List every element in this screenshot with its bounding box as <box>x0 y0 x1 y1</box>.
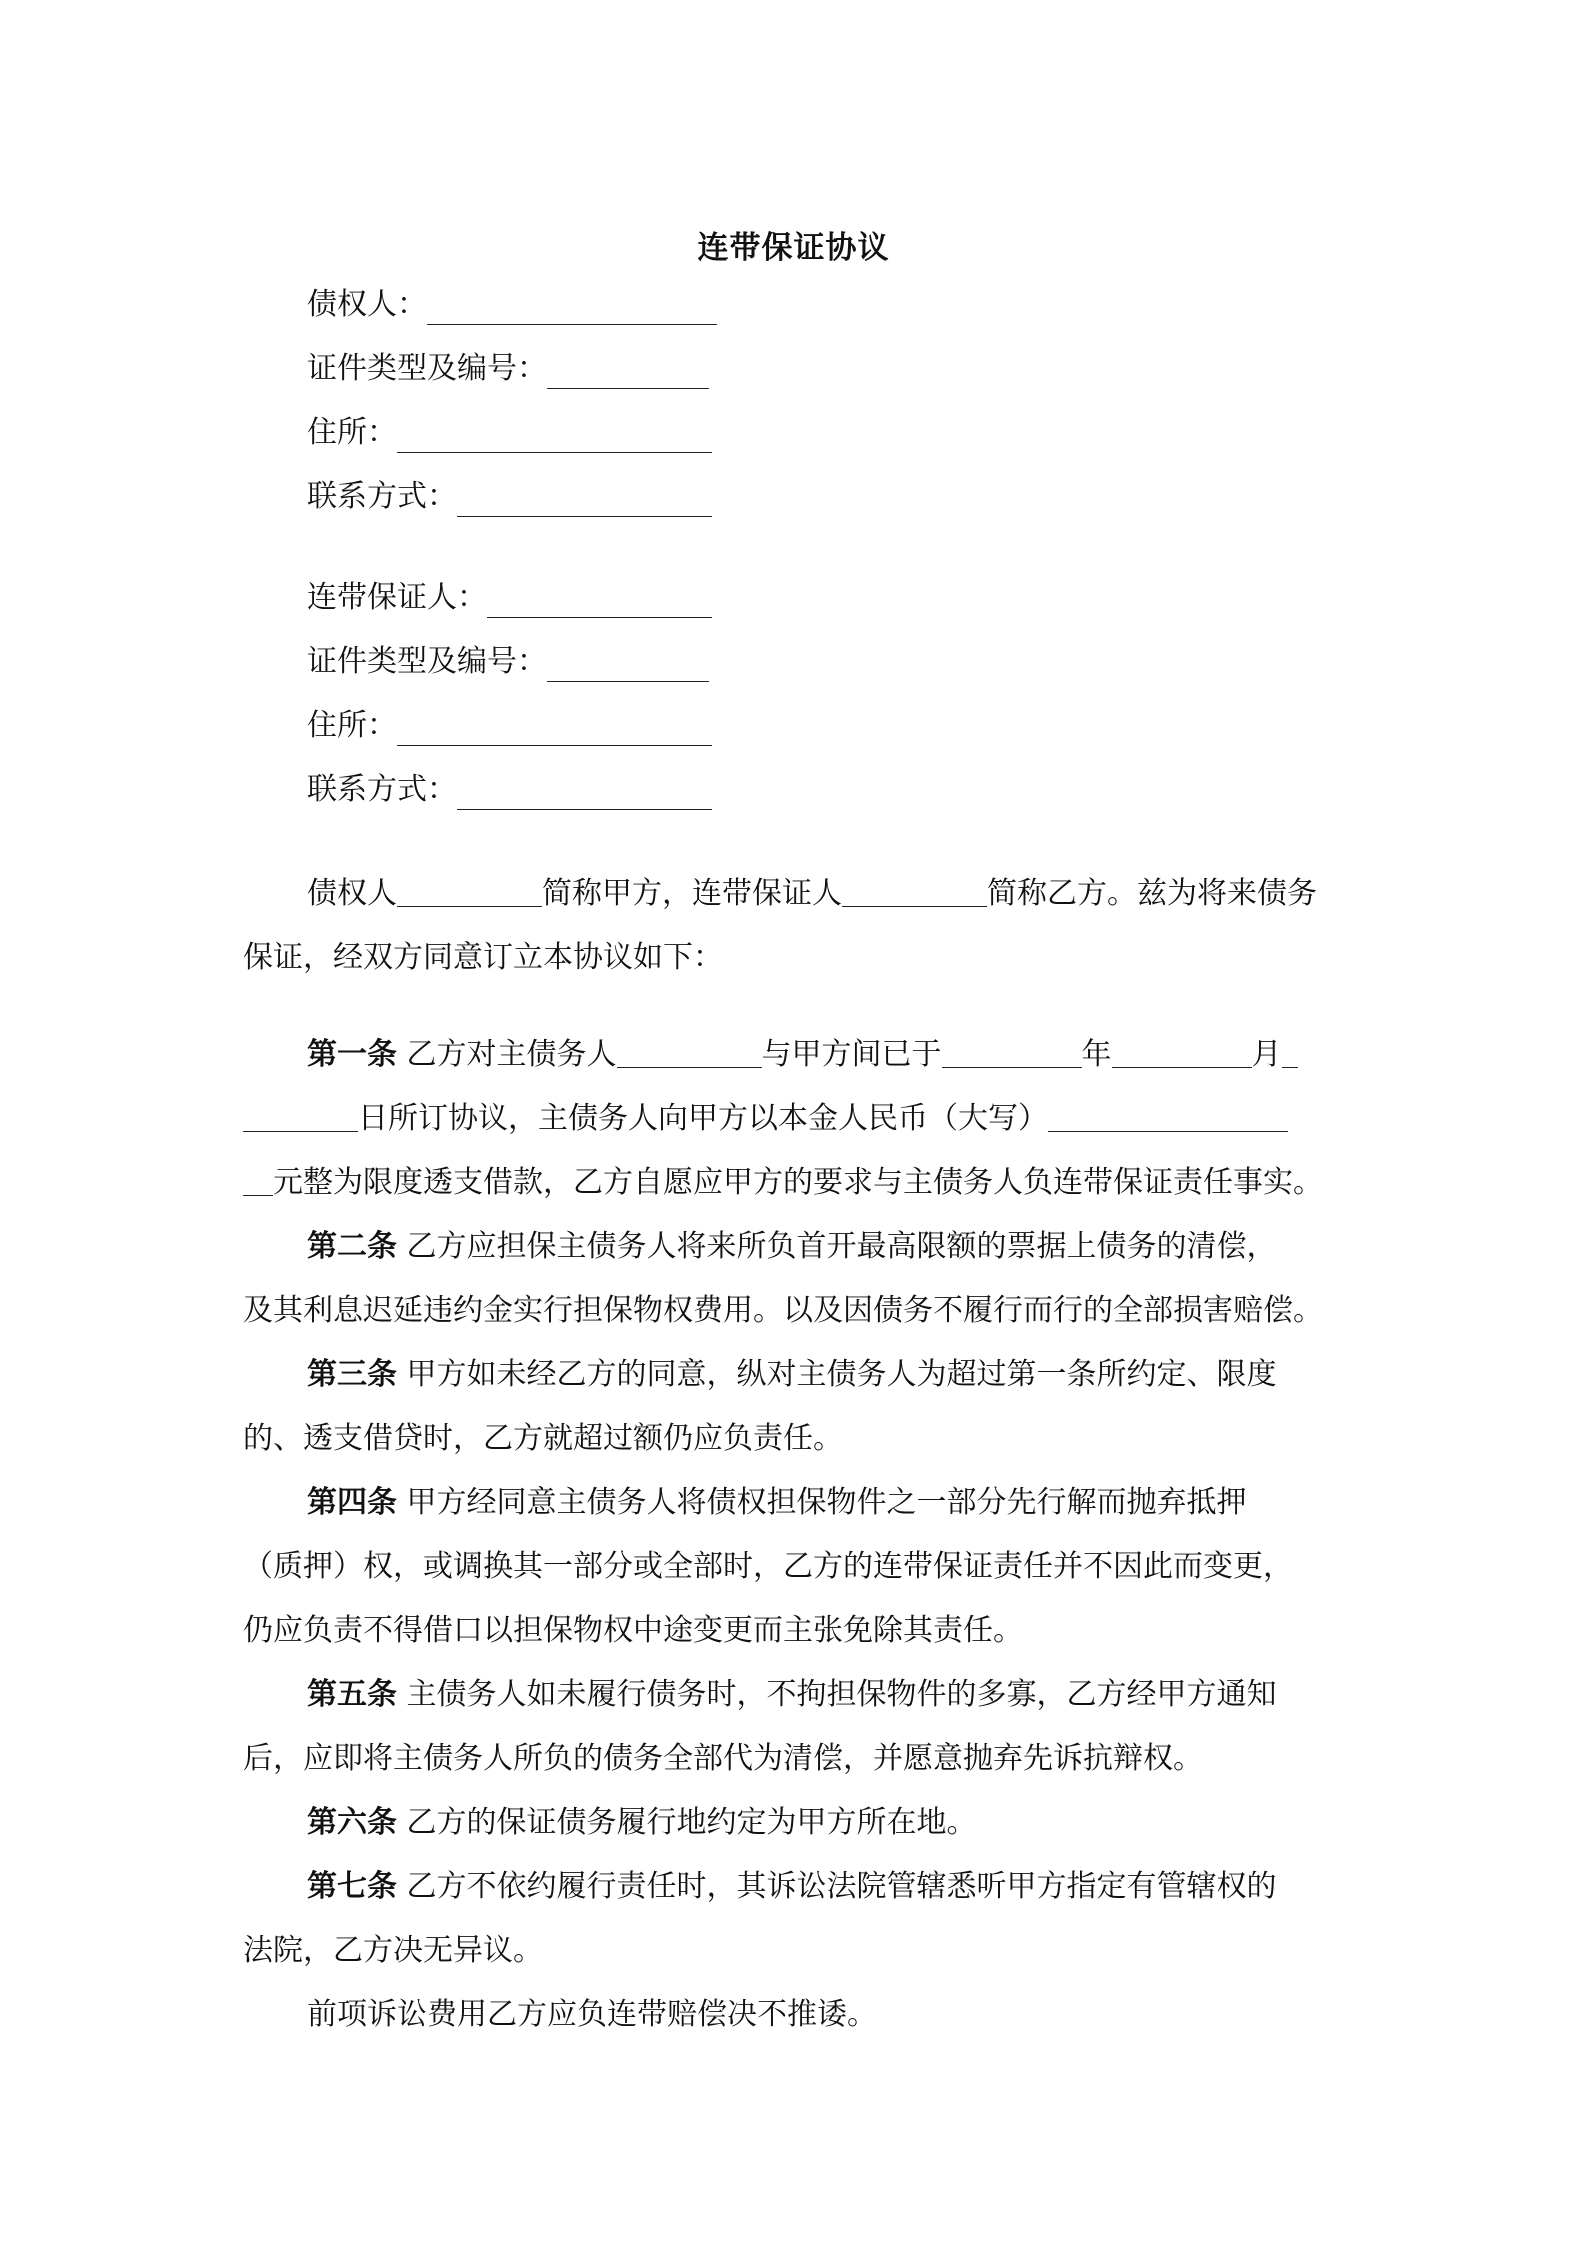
creditor-address-label: 住所： <box>307 415 397 450</box>
guarantor-address-blank[interactable] <box>397 712 712 746</box>
article-7-heading: 第七条 <box>307 1869 397 1904</box>
creditor-name-field <box>307 285 717 325</box>
article-6-line-1: 乙方的保证债务履行地约定为甲方所在地。 <box>406 1805 977 1840</box>
article-3-line-1: 甲方如未经乙方的同意，纵对主债务人为超过第一条所约定、限度 <box>406 1357 1277 1392</box>
article-4-line-3: 仍应负责不得借口以担保物权中途变更而主张免除其责任。 <box>243 1613 1023 1648</box>
article-4-heading: 第四条 <box>307 1485 397 1520</box>
article-1-text-4: 月 <box>1251 1037 1282 1072</box>
guarantor-contact-field <box>307 770 712 810</box>
article-4 <box>243 1471 1348 1663</box>
article-1-text-3: 年 <box>1081 1037 1112 1072</box>
creditor-name-label: 债权人： <box>307 287 427 322</box>
guarantor-name-blank[interactable] <box>487 584 712 618</box>
article-1-heading: 第一条 <box>307 1037 397 1072</box>
article-5-line-2: 后，应即将主债务人所负的债务全部代为清偿，并愿意抛弃先诉抗辩权。 <box>243 1741 1203 1776</box>
creditor-id-label: 证件类型及编号： <box>307 351 547 386</box>
intro-paragraph <box>243 862 1348 990</box>
article-2-heading: 第二条 <box>307 1229 397 1264</box>
article-5-heading: 第五条 <box>307 1677 397 1712</box>
article-6 <box>243 1791 1348 1855</box>
article-6-heading: 第六条 <box>307 1805 397 1840</box>
day-blank[interactable] <box>243 1101 358 1132</box>
guarantor-id-label: 证件类型及编号： <box>307 644 547 679</box>
article-3-line-2: 的、透支借贷时，乙方就超过额仍应负责任。 <box>243 1421 843 1456</box>
guarantor-contact-blank[interactable] <box>457 776 712 810</box>
article-4-line-1: 甲方经同意主债务人将债权担保物件之一部分先行解而抛弃抵押 <box>406 1485 1247 1520</box>
article-1-text-1: 乙方对主债务人 <box>406 1037 617 1072</box>
intro-text-4: 保证，经双方同意订立本协议如下： <box>243 940 723 975</box>
guarantor-address-field <box>307 706 712 746</box>
intro-text-2: 简称甲方，连带保证人 <box>542 876 842 911</box>
article-1-text-6: 元整为限度透支借款，乙方自愿应甲方的要求与主债务人负连带保证责任事实。 <box>273 1165 1323 1200</box>
creditor-contact-blank[interactable] <box>457 483 712 517</box>
creditor-blank[interactable] <box>397 876 542 907</box>
creditor-id-blank[interactable] <box>547 355 709 389</box>
guarantor-contact-label: 联系方式： <box>307 772 457 807</box>
article-2 <box>243 1215 1348 1343</box>
creditor-id-field <box>307 349 709 389</box>
guarantor-blank[interactable] <box>842 876 987 907</box>
month-blank[interactable] <box>1112 1037 1252 1068</box>
guarantor-name-field <box>307 578 712 618</box>
article-7-line-2: 法院，乙方决无异议。 <box>243 1933 543 1968</box>
creditor-contact-field <box>307 477 712 517</box>
article-1-text-2: 与甲方间已于 <box>761 1037 942 1072</box>
article-3 <box>243 1343 1348 1471</box>
article-5-line-1: 主债务人如未履行债务时，不拘担保物件的多寡，乙方经甲方通知 <box>406 1677 1277 1712</box>
guarantor-id-blank[interactable] <box>547 648 709 682</box>
article-3-heading: 第三条 <box>307 1357 397 1392</box>
guarantor-name-label: 连带保证人： <box>307 580 487 615</box>
amount-blank[interactable] <box>1048 1101 1288 1132</box>
article-5 <box>243 1663 1348 1791</box>
debtor-blank[interactable] <box>617 1037 762 1068</box>
article-7 <box>243 1855 1348 2047</box>
article-1-text-5: 日所订协议，主债务人向甲方以本金人民币（大写） <box>358 1101 1048 1136</box>
document-title: 连带保证协议 <box>697 230 890 266</box>
creditor-address-field <box>307 413 712 453</box>
creditor-name-blank[interactable] <box>427 291 717 325</box>
article-4-line-2: （质押）权，或调换其一部分或全部时，乙方的连带保证责任并不因此而变更， <box>243 1549 1293 1584</box>
guarantor-address-label: 住所： <box>307 708 397 743</box>
intro-text-3: 简称乙方。兹为将来债务 <box>987 876 1317 911</box>
guarantor-id-field <box>307 642 709 682</box>
article-7-line-1: 乙方不依约履行责任时，其诉讼法院管辖悉听甲方指定有管辖权的 <box>406 1869 1277 1904</box>
article-7-line-3: 前项诉讼费用乙方应负连带赔偿决不推诿。 <box>307 1997 877 2032</box>
amount-blank-end[interactable] <box>243 1165 273 1196</box>
article-2-line-1: 乙方应担保主债务人将来所负首开最高限额的票据上债务的清偿， <box>406 1229 1277 1264</box>
article-1 <box>243 1023 1348 1215</box>
creditor-contact-label: 联系方式： <box>307 479 457 514</box>
intro-text-1: 债权人 <box>307 876 397 911</box>
article-2-line-2: 及其利息迟延违约金实行担保物权费用。以及因债务不履行而行的全部损害赔偿。 <box>243 1293 1323 1328</box>
day-blank-start[interactable] <box>1282 1037 1298 1068</box>
creditor-address-blank[interactable] <box>397 419 712 453</box>
year-blank[interactable] <box>942 1037 1082 1068</box>
